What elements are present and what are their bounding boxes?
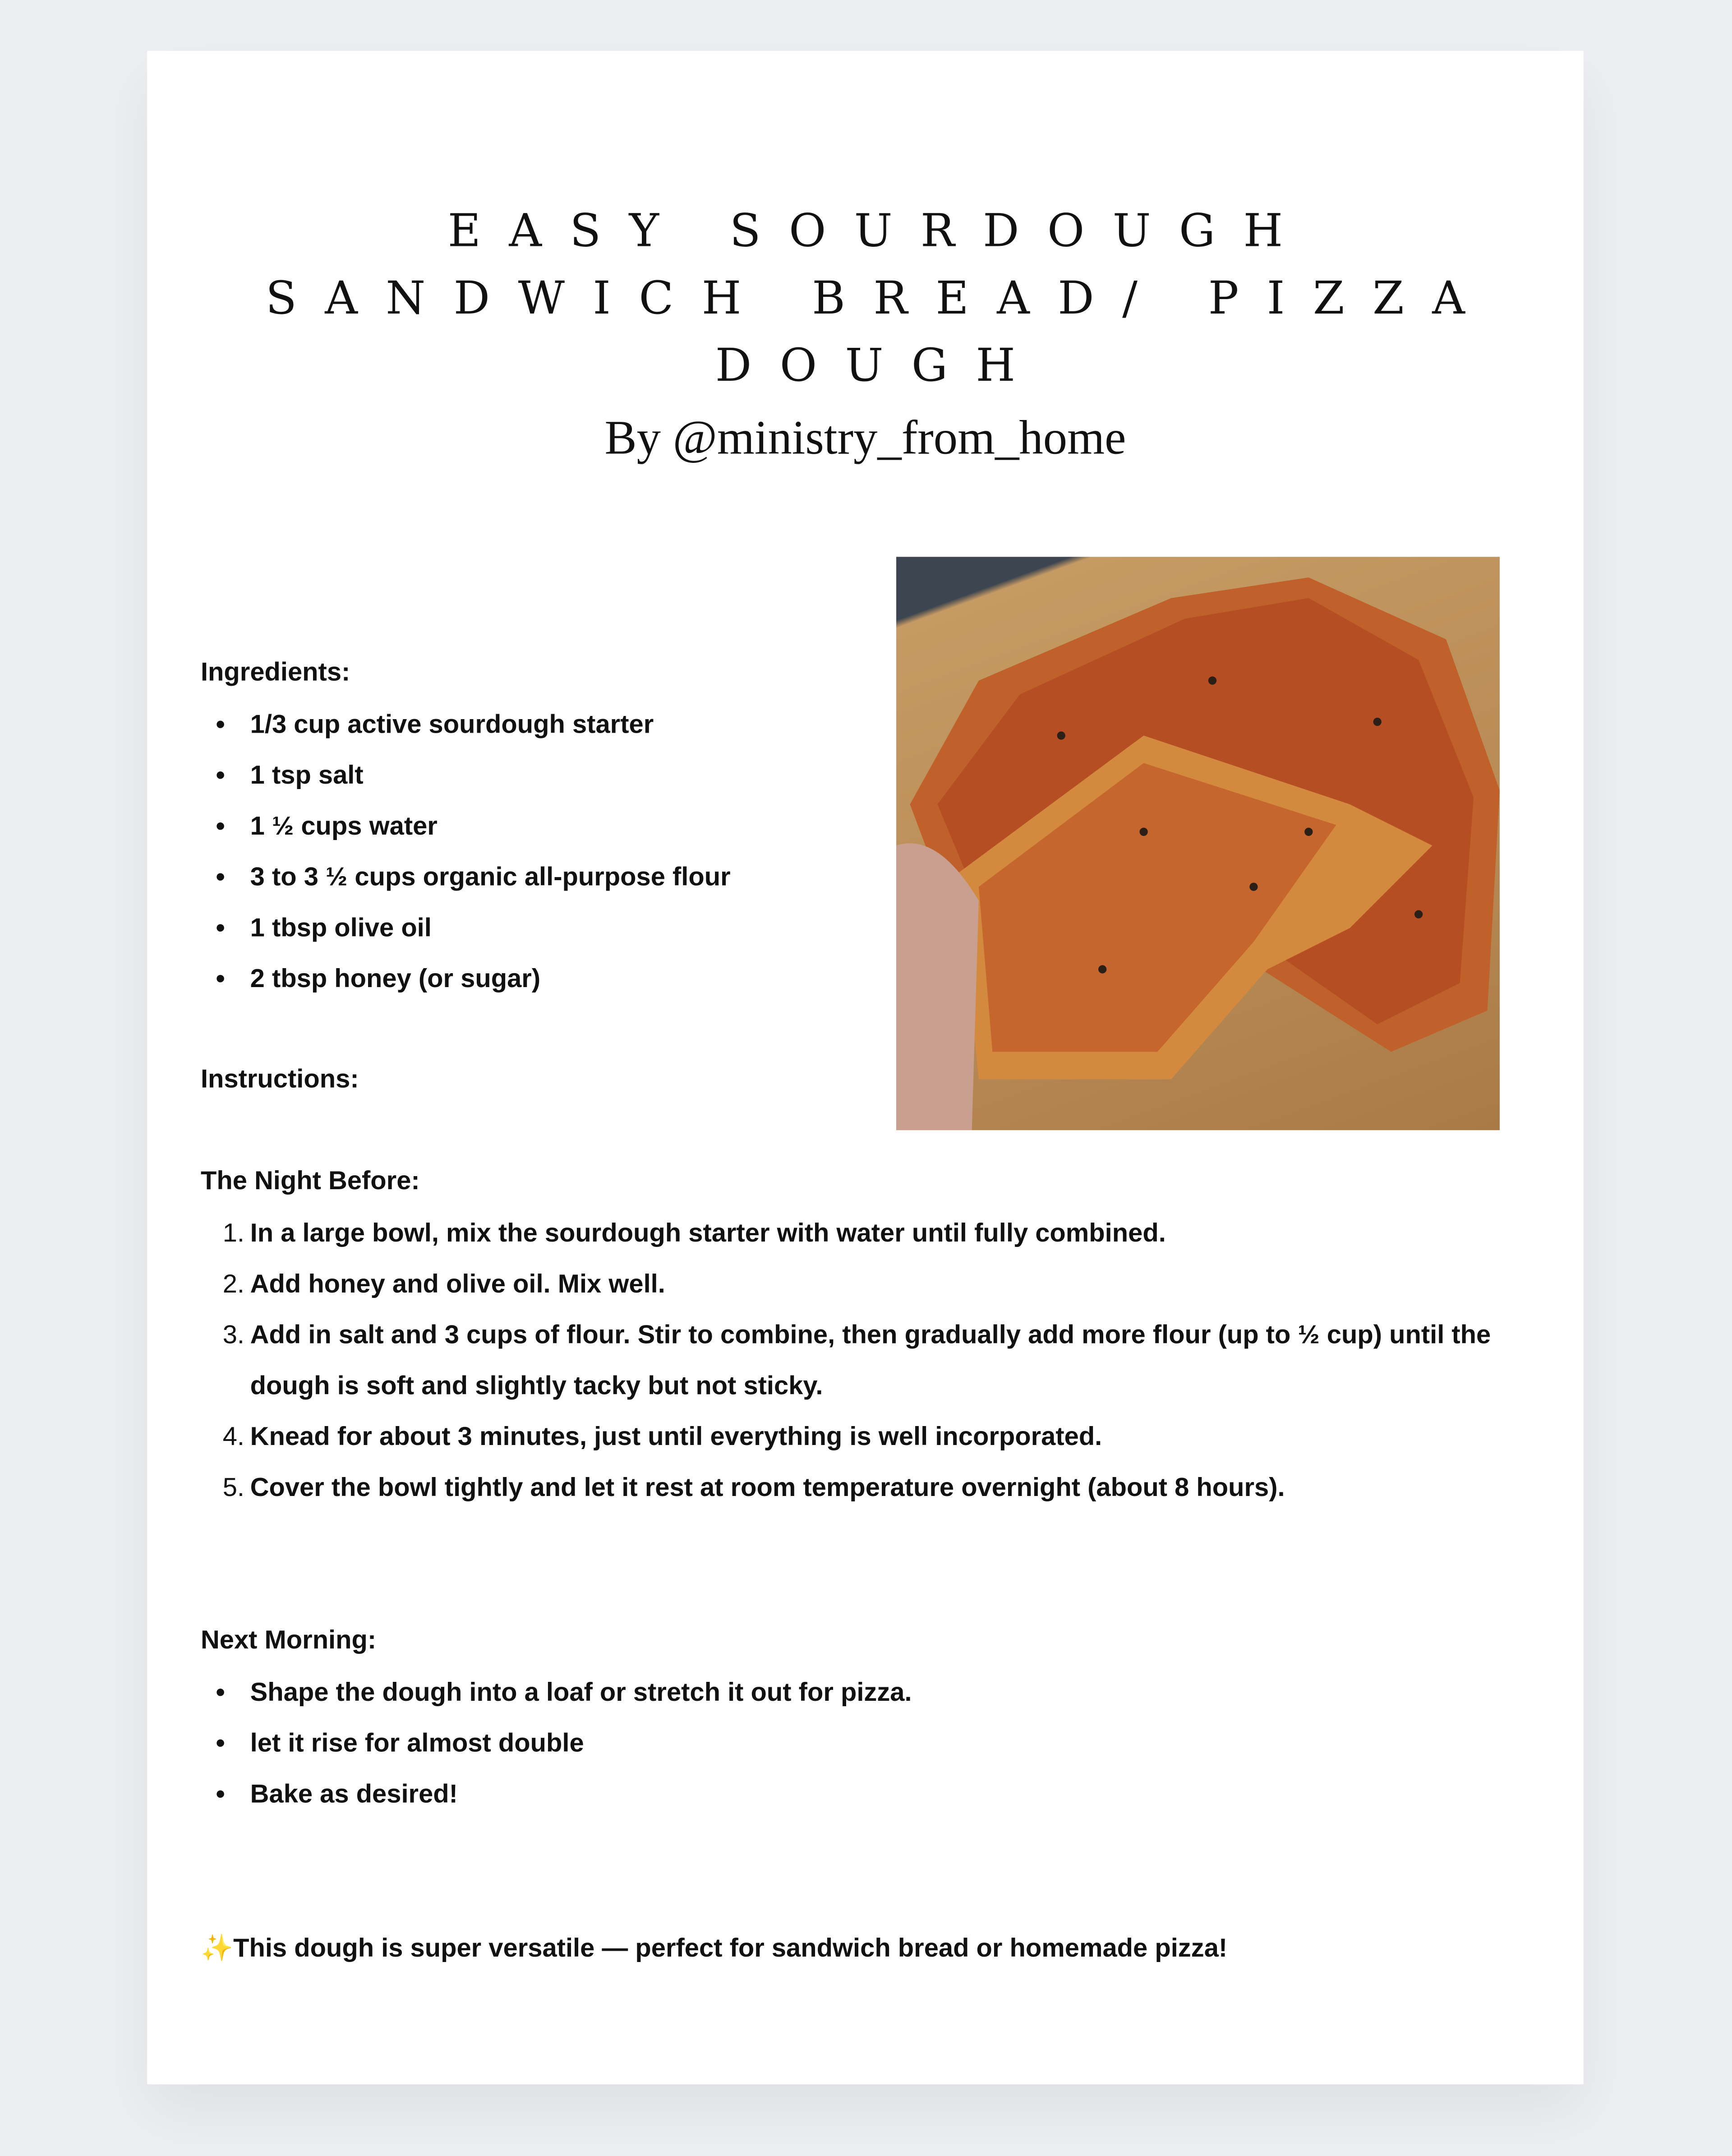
step-number: 4. — [222, 1423, 245, 1452]
list-item: • Shape the dough into a loaf or stretch it out for pizza. — [201, 1668, 912, 1719]
step-text: In a large bowl, mix the sourdough starter with water until fully combined. — [250, 1219, 1166, 1249]
pizza-photo — [896, 557, 1500, 1130]
next-morning-list — [201, 1668, 912, 1820]
night-before-heading: The Night Before: — [200, 1167, 420, 1196]
title-line: DOUGH — [715, 338, 1044, 392]
ingredients-list — [201, 700, 731, 1005]
step-number: 5. — [222, 1474, 245, 1503]
list-item — [201, 1412, 1529, 1463]
sparkles-icon: ✨ — [200, 1934, 234, 1963]
author-byline: By @ministry_from_home — [604, 411, 1126, 465]
title-line: EASY SOURDOUGH — [447, 203, 1311, 257]
step-text: Add in salt and 3 cups of flour. Stir to combine, then gradually add more flour (up to ½ cup) until the dough is soft and slightly tacky but not sticky. — [250, 1321, 1491, 1401]
list-item: • 1 tsp salt — [201, 751, 731, 802]
title-line: SANDWICH BREAD/ PIZZA — [266, 271, 1493, 325]
step-text: Add honey and olive oil. Mix well. — [250, 1270, 665, 1299]
list-item — [201, 1260, 1529, 1311]
night-before-steps — [201, 1209, 1529, 1514]
recipe-page — [147, 51, 1584, 2084]
list-item: • 1 tbsp olive oil — [201, 903, 731, 954]
step-number: 1. — [222, 1219, 245, 1249]
next-morning-heading: Next Morning: — [200, 1626, 377, 1656]
list-item: • 3 to 3 ½ cups organic all-purpose flour — [201, 853, 731, 904]
footer-note-text: This dough is super versatile — perfect for sandwich bread or homemade pizza! — [233, 1934, 1228, 1963]
footer-note — [201, 1932, 1227, 1965]
list-item — [201, 1209, 1529, 1260]
instructions-heading: Instructions: — [200, 1065, 359, 1094]
recipe-title — [147, 197, 1584, 399]
list-item — [201, 1463, 1460, 1514]
step-text: Knead for about 3 minutes, just until everything is well incorporated. — [250, 1423, 1102, 1452]
list-item: • Bake as desired! — [201, 1769, 912, 1820]
step-number: 2. — [222, 1270, 245, 1299]
list-item: • let it rise for almost double — [201, 1719, 912, 1770]
list-item — [201, 1310, 1529, 1412]
list-item: • 1 ½ cups water — [201, 802, 731, 853]
ingredients-heading: Ingredients: — [200, 658, 350, 688]
step-number: 3. — [222, 1321, 245, 1350]
list-item: • 1/3 cup active sourdough starter — [201, 700, 731, 751]
step-text: Cover the bowl tightly and let it rest at room temperature overnight (about 8 hours). — [250, 1474, 1285, 1503]
list-item: • 2 tbsp honey (or sugar) — [201, 954, 731, 1005]
